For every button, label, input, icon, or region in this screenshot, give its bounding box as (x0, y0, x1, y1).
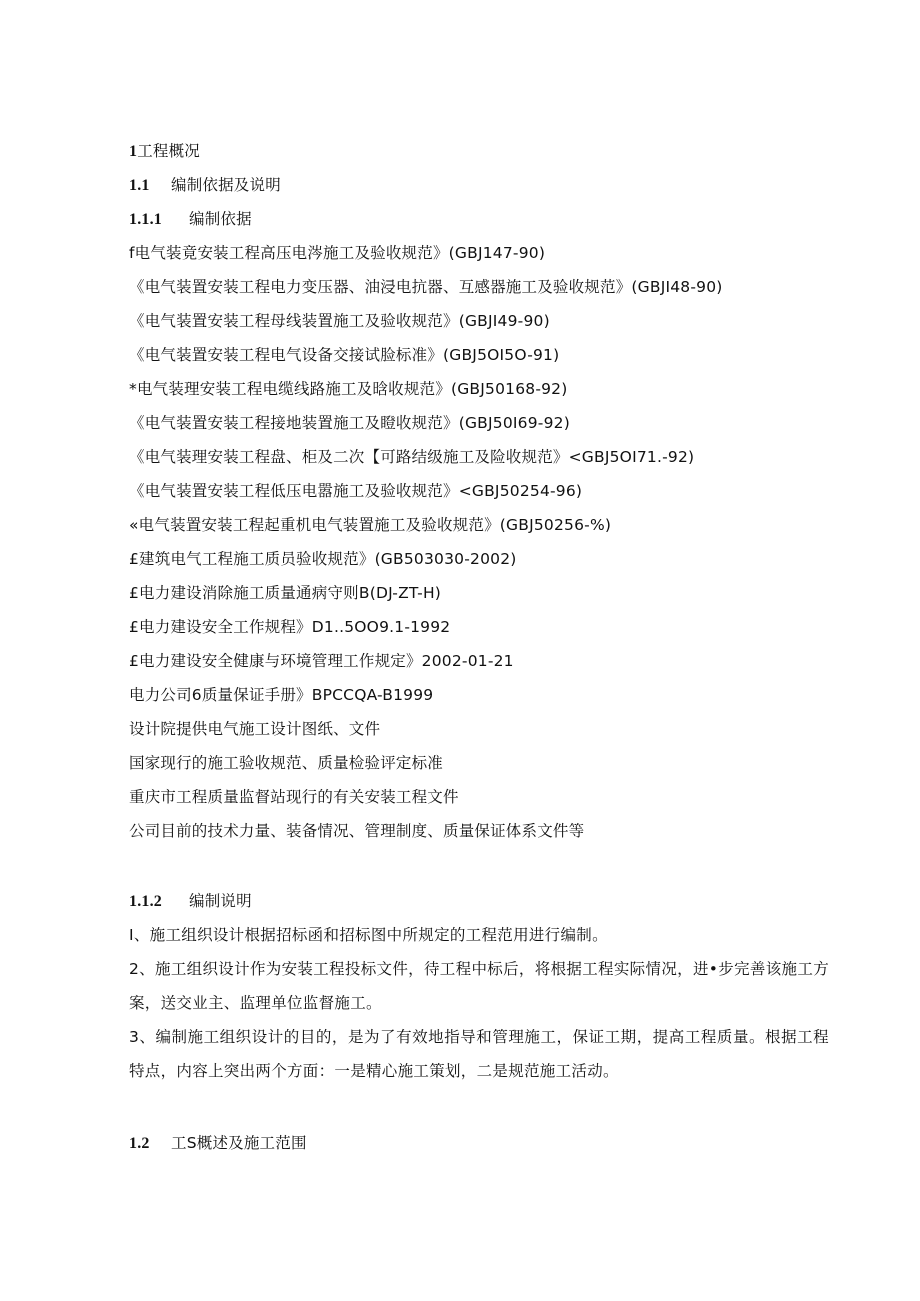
basis-item: 《电气装置安装工程母线装置施工及验收规范》(GBJI49-90) (129, 312, 550, 330)
heading-number: 1.2 (129, 1135, 150, 1152)
basis-item: 《电气装置安装工程低压电嚣施工及验收规范》<GBJ50254-96) (129, 482, 583, 500)
basis-item: 国家现行的施工验收规范、质量检验评定标准 (129, 754, 444, 772)
heading-section-1-1-2 (129, 891, 252, 912)
basis-item: 电力公司6质量保证手册》BPCCQA-B1999 (129, 686, 434, 704)
basis-item: 设计院提供电气施工设计图纸、文件 (129, 720, 381, 738)
heading-title: 编制依据 (189, 210, 252, 228)
heading-title: 工程概况 (137, 142, 201, 160)
heading-number: 1.1 (129, 177, 150, 194)
heading-section-1-1 (129, 175, 281, 196)
heading-title: 工S概述及施工范围 (171, 1134, 307, 1152)
basis-item: 《电气装置安装工程电力变压器、油浸电抗器、互感器施工及验收规范》(GBJI48-90) (129, 278, 723, 296)
explanation-paragraph: 2、施工组织设计作为安装工程投标文件，待工程中标后，将根据工程实际情况，进•步完善该施工方案，送交业主、监理单位监督施工。 (129, 960, 829, 1012)
basis-item: 《电气装置安装工程电气设备交接试脸标准》(GBJ5OI5O-91) (129, 346, 560, 364)
heading-number: 1 (129, 143, 138, 160)
basis-item: f电气装竟安装工程高压电涔施工及验收规范》(GBJ147-90) (129, 244, 546, 262)
basis-item: 公司目前的技术力量、装备情况、管理制度、质量保证体系文件等 (129, 822, 585, 840)
explanation-paragraph: 3、编制施工组织设计的目的，是为了有效地指导和管理施工，保证工期，提高工程质量。根据工程特点，内容上突出两个方面：一是精心施工策划，二是规范施工活动。 (129, 1028, 829, 1080)
basis-item: £建筑电气工程施工质员验收规范》(GB503030-2002) (129, 550, 517, 568)
basis-item: 《电气装置安装工程接地装置施工及瞪收规范》(GBJ50I69-92) (129, 414, 570, 432)
explanation-paragraph: I、施工组织设计根据招标函和招标图中所规定的工程范用进行编制。 (129, 926, 608, 944)
heading-number: 1.1.2 (129, 893, 162, 910)
basis-item: «电气装置安装工程起重机电气装置施工及验收规范》(GBJ50256-%) (129, 516, 612, 534)
basis-item: 《电气装理安装工程盘、柜及二次【可路结级施工及险收规范》<GBJ5OI71.-92) (129, 448, 695, 466)
heading-section-1-1-1 (129, 209, 252, 230)
basis-item: £电力建设安全工作规程》D1..5OO9.1-1992 (129, 618, 451, 636)
heading-section-1-2 (129, 1133, 307, 1154)
heading-title: 编制依据及说明 (171, 176, 281, 194)
heading-number: 1.1.1 (129, 211, 162, 228)
basis-item: *电气装理安装工程电缆线路施工及晗收规范》(GBJ50168-92) (129, 380, 568, 398)
heading-title: 编制说明 (189, 892, 252, 910)
heading-section-1 (129, 141, 200, 162)
basis-item: £电力建设安全健康与环境管理工作规定》2002-01-21 (129, 652, 514, 670)
basis-item: £电力建设消除施工质量通病守则B(DJ-ZT-H) (129, 584, 442, 602)
basis-item: 重庆市工程质量监督站现行的有关安装工程文件 (129, 788, 459, 806)
